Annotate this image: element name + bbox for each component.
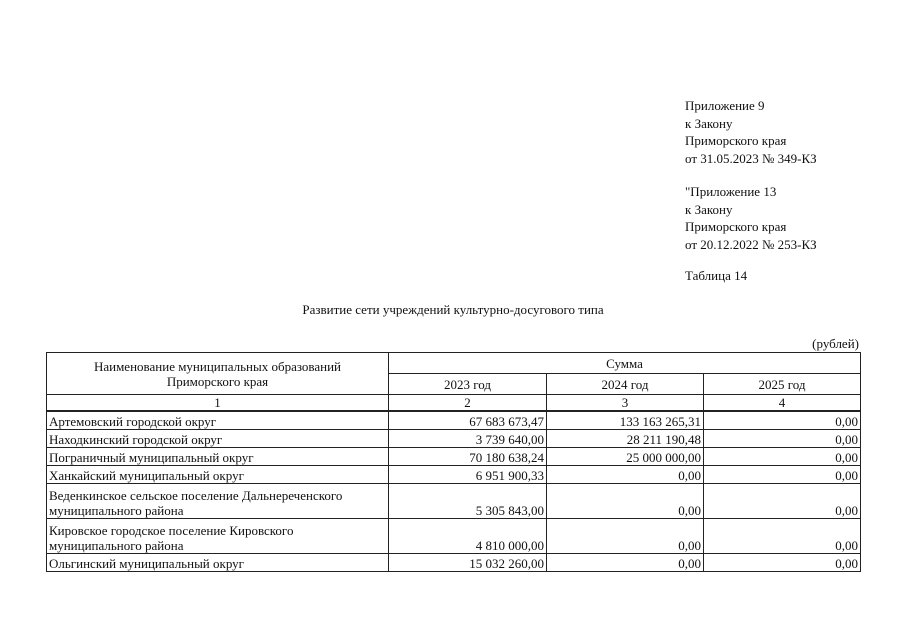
table-row (47, 430, 861, 448)
row-value-2025: 0,00 (704, 448, 861, 466)
row-name: Пограничный муниципальный округ (47, 448, 389, 466)
column-header-2024: 2024 год (547, 374, 704, 395)
units-label: (рублей) (812, 336, 859, 351)
appendix-line: "Приложение 13 (685, 184, 777, 199)
row-name: Веденкинское сельское поселение Дальнереченского муниципального района (47, 484, 389, 519)
row-name: Артемовский городской округ (47, 411, 389, 430)
row-value-2024: 133 163 265,31 (547, 411, 704, 430)
row-value-2023: 15 032 260,00 (389, 554, 547, 572)
row-value-2023: 6 951 900,33 (389, 466, 547, 484)
allocation-table (46, 352, 861, 572)
table-row (47, 484, 861, 519)
column-index: 4 (704, 395, 861, 412)
appendix-header (685, 97, 817, 253)
row-value-2024: 0,00 (547, 554, 704, 572)
row-value-2025: 0,00 (704, 554, 861, 572)
row-value-2025: 0,00 (704, 519, 861, 554)
appendix-line: к Закону (685, 201, 733, 217)
row-value-2025: 0,00 (704, 430, 861, 448)
row-value-2024: 0,00 (547, 484, 704, 519)
column-header-name: Наименование муниципальных образований Приморского края (47, 353, 389, 395)
appendix-line: Приморского края (685, 219, 787, 234)
column-header-2025: 2025 год (704, 374, 861, 395)
row-value-2024: 28 211 190,48 (547, 430, 704, 448)
column-header-sum: Сумма (389, 353, 861, 374)
document-title: Развитие сети учреждений культурно-досугового типа (302, 302, 604, 317)
row-value-2025: 0,00 (704, 466, 861, 484)
row-value-2024: 0,00 (547, 519, 704, 554)
table-row (47, 554, 861, 572)
appendix-line: Приморского края (685, 133, 787, 148)
row-value-2024: 0,00 (547, 466, 704, 484)
appendix-block-current (685, 97, 817, 167)
row-value-2023: 5 305 843,00 (389, 484, 547, 519)
row-name: Кировское городское поселение Кировского муниципального района (47, 519, 389, 554)
column-index: 2 (389, 395, 547, 412)
row-name: Находкинский городской округ (47, 430, 389, 448)
row-value-2023: 4 810 000,00 (389, 519, 547, 554)
table-row (47, 466, 861, 484)
table-label: Таблица 14 (685, 268, 748, 283)
row-value-2025: 0,00 (704, 411, 861, 430)
row-value-2023: 3 739 640,00 (389, 430, 547, 448)
row-name: Ольгинский муниципальный округ (47, 554, 389, 572)
table-row (47, 411, 861, 430)
table-row (47, 448, 861, 466)
column-header-2023: 2023 год (389, 374, 547, 395)
column-index: 1 (47, 395, 389, 412)
appendix-line: Приложение 9 (685, 98, 765, 113)
appendix-line: от 20.12.2022 № 253-КЗ (685, 236, 817, 252)
row-value-2023: 70 180 638,24 (389, 448, 547, 466)
row-value-2025: 0,00 (704, 484, 861, 519)
appendix-line: от 31.05.2023 № 349-КЗ (685, 150, 817, 166)
table-row (47, 519, 861, 554)
row-value-2023: 67 683 673,47 (389, 411, 547, 430)
column-index: 3 (547, 395, 704, 412)
row-value-2024: 25 000 000,00 (547, 448, 704, 466)
appendix-line: к Закону (685, 115, 733, 131)
row-name: Ханкайский муниципальный округ (47, 466, 389, 484)
appendix-block-original (685, 183, 817, 253)
